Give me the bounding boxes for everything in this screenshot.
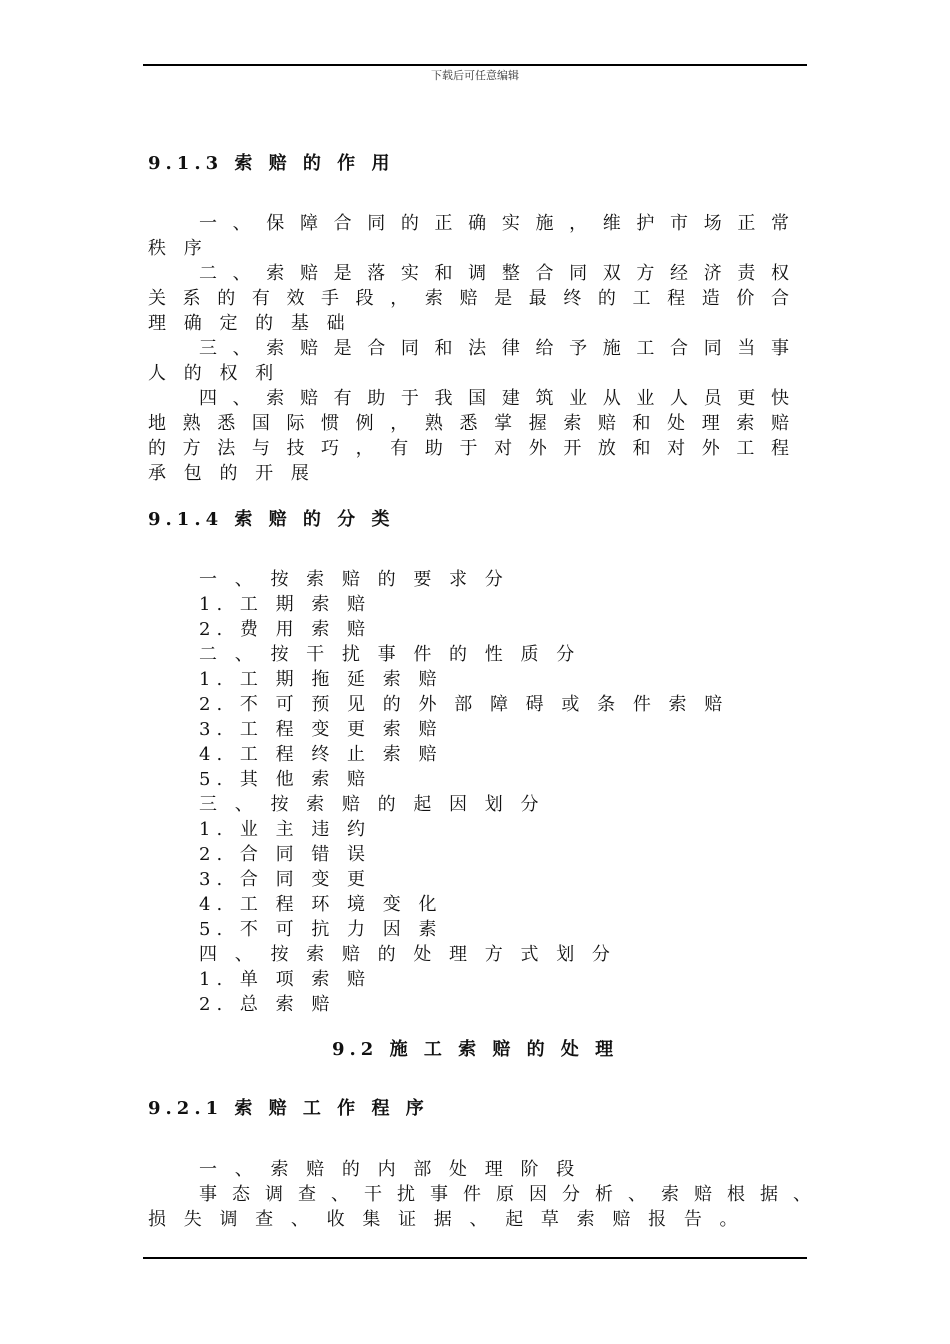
- para-4-line-4: 承 包 的 开 展: [148, 463, 315, 484]
- classification-item: 四 、 按 索 赔 的 处 理 方 式 划 分: [199, 944, 616, 965]
- procedure-line-2: 损 失 调 查 、 收 集 证 据 、 起 草 索 赔 报 告 。: [148, 1209, 744, 1230]
- classification-item: 3. 工 程 变 更 索 赔: [199, 719, 443, 740]
- para-2-line-2: 关 系 的 有 效 手 段 ， 索 赔 是 最 终 的 工 程 造 价 合: [148, 288, 789, 309]
- classification-item: 三 、 按 索 赔 的 起 因 划 分: [199, 794, 545, 815]
- para-4-line-3: 的 方 法 与 技 巧 ， 有 助 于 对 外 开 放 和 对 外 工 程: [148, 438, 789, 459]
- classification-item: 1. 单 项 索 赔: [199, 969, 372, 990]
- classification-item: 2. 合 同 错 误: [199, 844, 372, 865]
- para-2-line-1: 二 、 索 赔 是 落 实 和 调 整 合 同 双 方 经 济 责 权: [199, 263, 789, 284]
- classification-item: 5. 其 他 索 赔: [199, 769, 372, 790]
- classification-item: 4. 工 程 环 境 变 化: [199, 894, 443, 915]
- section-heading-9-2-1: 9.2.1 索 赔 工 作 程 序: [148, 1098, 429, 1119]
- para-2-line-3: 理 确 定 的 基 础: [148, 313, 351, 334]
- classification-item: 2. 总 索 赔: [199, 994, 336, 1015]
- classification-item: 3. 合 同 变 更: [199, 869, 372, 890]
- classification-item: 一 、 按 索 赔 的 要 求 分: [199, 569, 509, 590]
- para-3-line-1: 三 、 索 赔 是 合 同 和 法 律 给 予 施 工 合 同 当 事: [199, 338, 789, 359]
- section-heading-9-1-3: 9.1.3 索 赔 的 作 用: [148, 153, 395, 174]
- classification-item: 4. 工 程 终 止 索 赔: [199, 744, 443, 765]
- section-heading-9-1-4: 9.1.4 索 赔 的 分 类: [148, 509, 395, 530]
- procedure-line-1: 事 态 调 查 、 干 扰 事 件 原 因 分 析 、 索 赔 根 据 、: [199, 1184, 811, 1205]
- para-1-line-1: 一 、 保 障 合 同 的 正 确 实 施 ， 维 护 市 场 正 常: [199, 213, 789, 234]
- classification-item: 5. 不 可 抗 力 因 素: [199, 919, 443, 940]
- classification-item: 1. 工 期 拖 延 索 赔: [199, 669, 443, 690]
- chapter-heading-9-2: 9.2 施 工 索 赔 的 处 理: [332, 1039, 619, 1060]
- page-header: 下载后可任意编辑: [431, 69, 519, 82]
- classification-item: 2. 费 用 索 赔: [199, 619, 372, 640]
- procedure-item-1: 一 、 索 赔 的 内 部 处 理 阶 段: [199, 1159, 581, 1180]
- para-4-line-2: 地 熟 悉 国 际 惯 例 ， 熟 悉 掌 握 索 赔 和 处 理 索 赔: [148, 413, 789, 434]
- para-1-line-2: 秩 序: [148, 238, 208, 259]
- classification-item: 二 、 按 干 扰 事 件 的 性 质 分: [199, 644, 581, 665]
- para-3-line-2: 人 的 权 利: [148, 363, 280, 384]
- para-4-line-1: 四 、 索 赔 有 助 于 我 国 建 筑 业 从 业 人 员 更 快: [199, 388, 789, 409]
- header-rule: [143, 64, 807, 66]
- classification-item: 1. 工 期 索 赔: [199, 594, 372, 615]
- footer-rule: [143, 1257, 807, 1259]
- classification-item: 1. 业 主 违 约: [199, 819, 372, 840]
- classification-item: 2. 不 可 预 见 的 外 部 障 碍 或 条 件 索 赔: [199, 694, 729, 715]
